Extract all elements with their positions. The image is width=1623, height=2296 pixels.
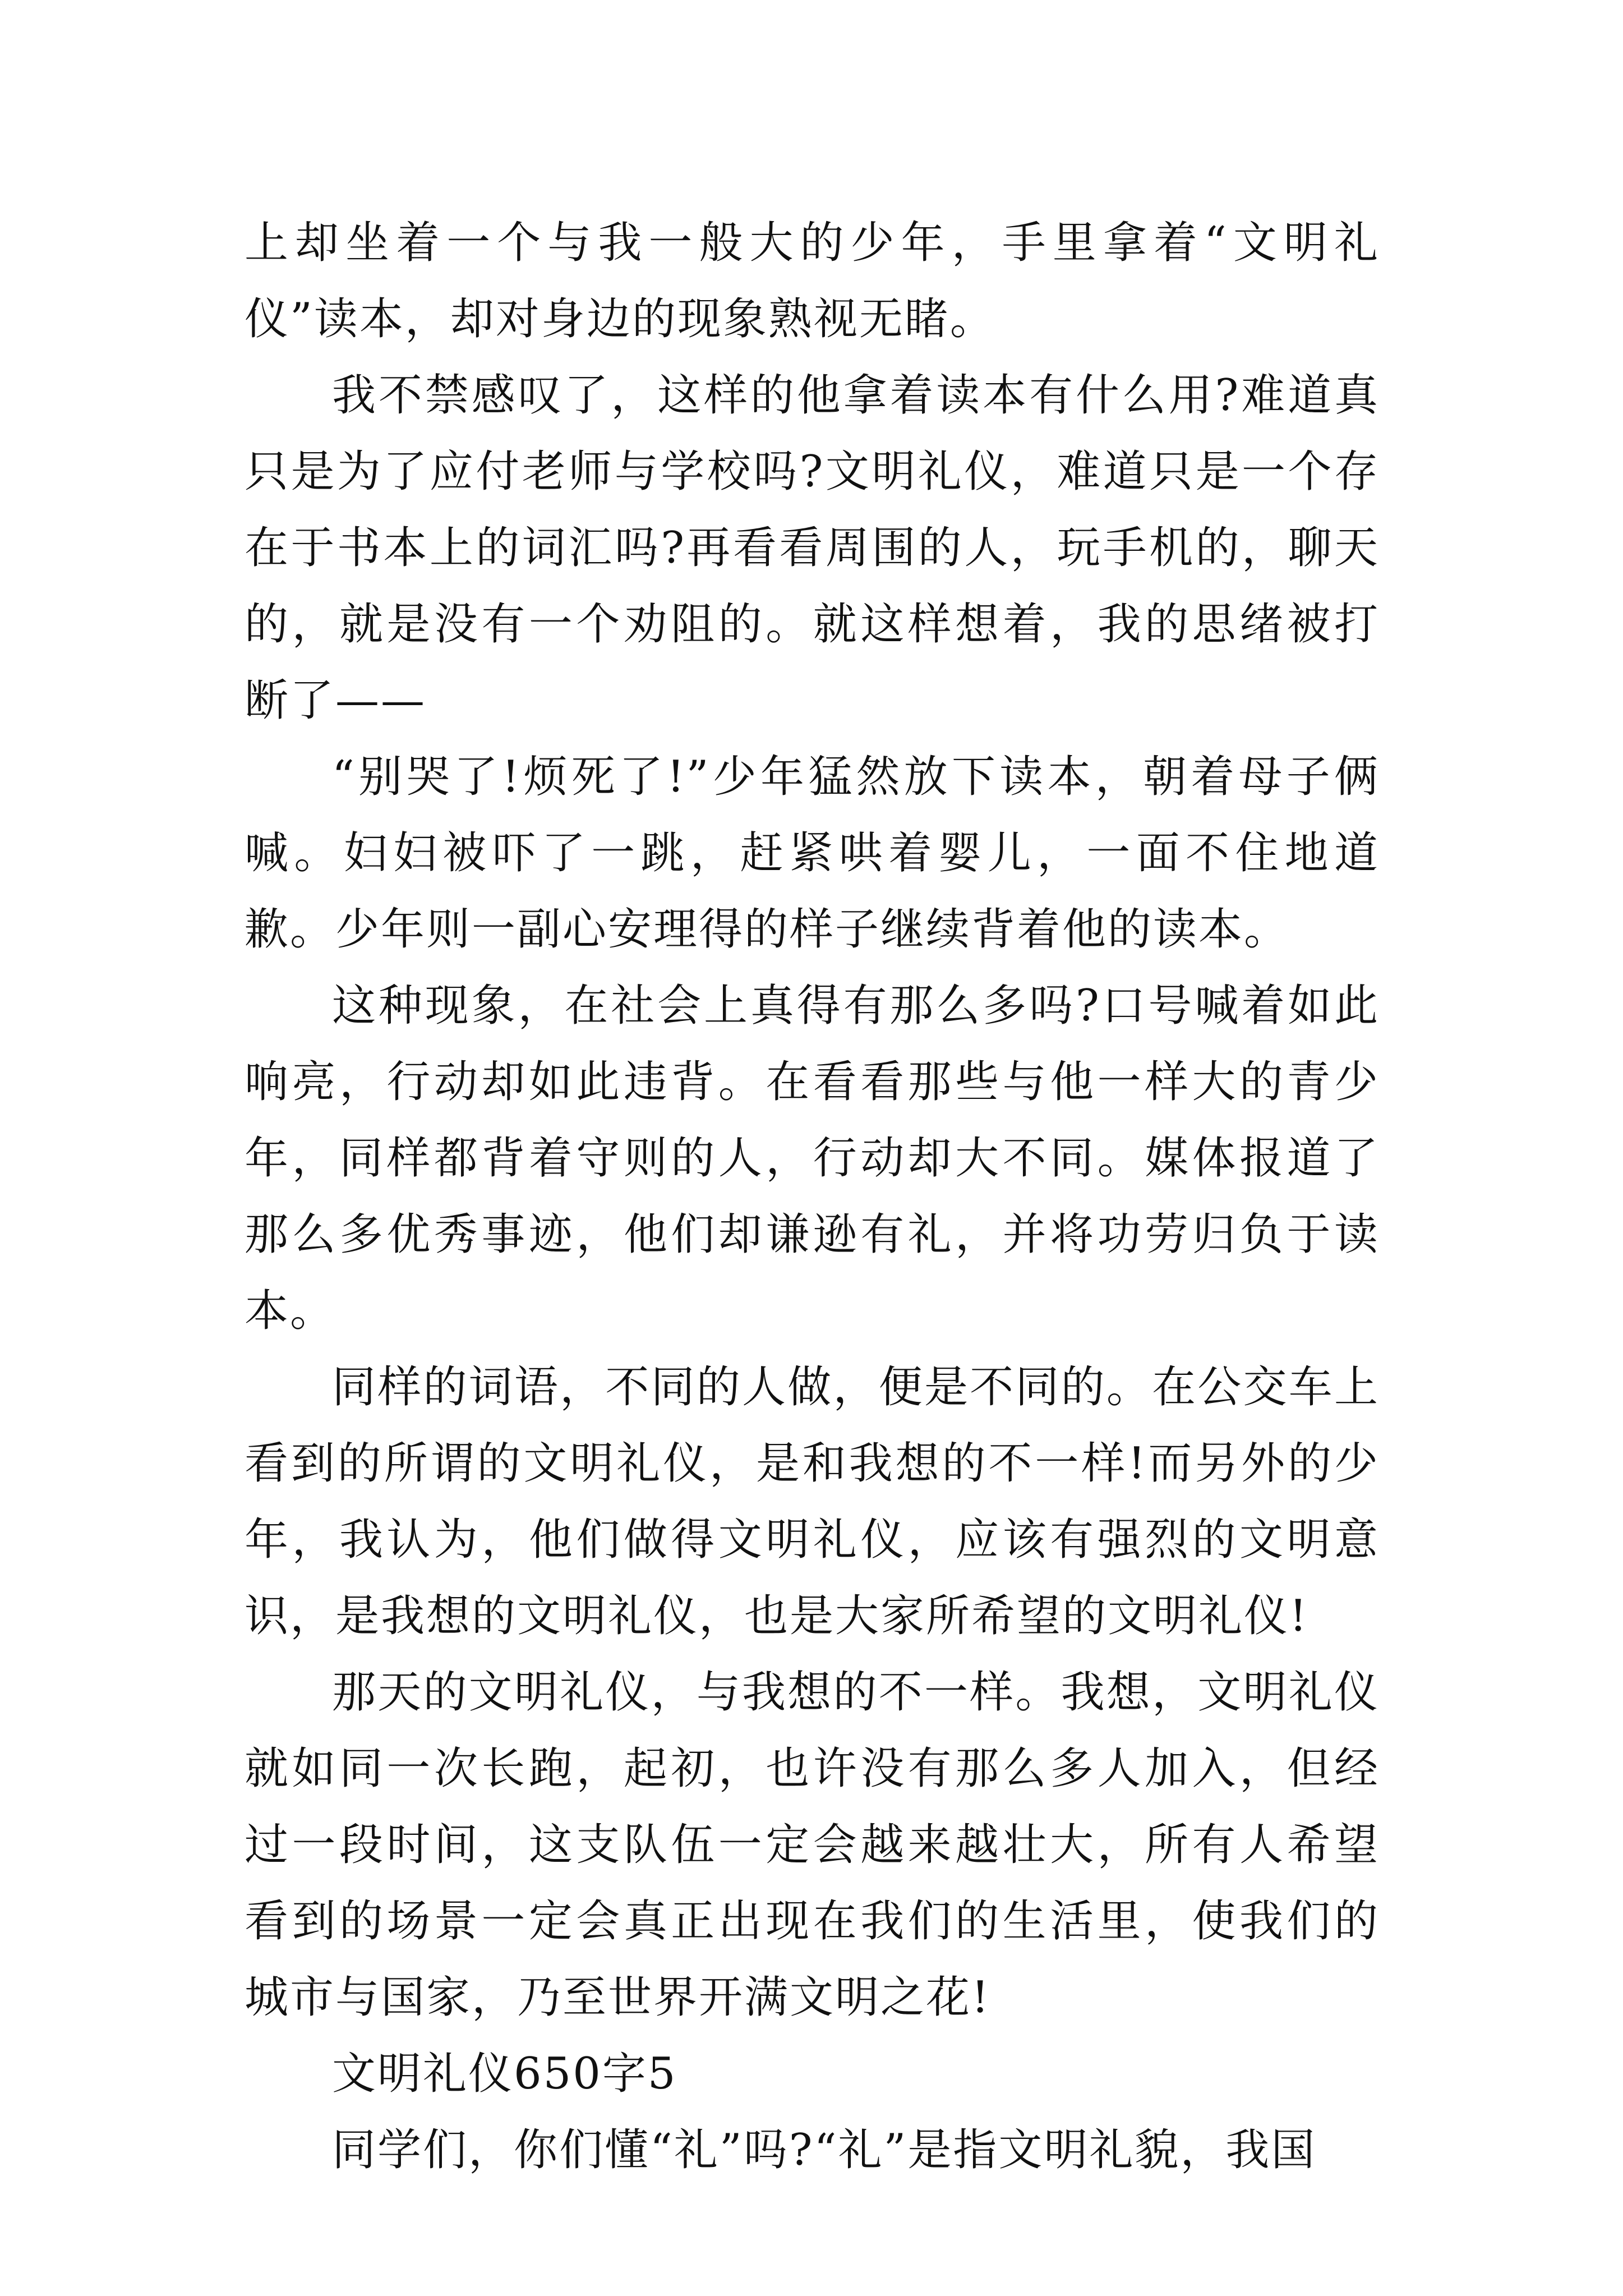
paragraph-1: 上却坐着一个与我一般大的少年，手里拿着“文明礼仪”读本，却对身边的现象熟视无睹。	[245, 218, 1380, 344]
section-heading: 文明礼仪650字5	[332, 2049, 677, 2099]
paragraph-6: 那天的文明礼仪，与我想的不一样。我想，文明礼仪就如同一次长跑，起初，也许没有那么多人加入，但经过一段时间，这支队伍一定会越来越壮大，所有人希望看到的场景一定会真正出现在我们的生活里，使我们的城市与国家，乃至世界开满文明之花!	[245, 1667, 1380, 2023]
paragraph-2: 我不禁感叹了，这样的他拿着读本有什么用?难道真只是为了应付老师与学校吗?文明礼仪，难道只是一个存在于书本上的词汇吗?再看看周围的人，玩手机的，聊天的，就是没有一个劝阻的。就这样想着，我的思绪被打断了——	[245, 370, 1380, 726]
paragraph-4: 这种现象，在社会上真得有那么多吗?口号喊着如此响亮，行动却如此违背。在看看那些与他一样大的青少年，同样都背着守则的人，行动却大不同。媒体报道了那么多优秀事迹，他们却谦逊有礼，并将功劳归负于读本。	[245, 981, 1380, 1336]
body-text	[245, 205, 1380, 2188]
paragraph-7: 同学们，你们懂“礼”吗?“礼”是指文明礼貌，我国	[332, 2125, 1317, 2175]
paragraph-3: “别哭了!烦死了!”少年猛然放下读本，朝着母子俩喊。妇妇被吓了一跳，赶紧哄着婴儿，一面不住地道歉。少年则一副心安理得的样子继续背着他的读本。	[245, 752, 1380, 955]
paragraph-5: 同样的词语，不同的人做，便是不同的。在公交车上看到的所谓的文明礼仪，是和我想的不一样!而另外的少年，我认为，他们做得文明礼仪，应该有强烈的文明意识，是我想的文明礼仪，也是大家所希望的文明礼仪!	[245, 1362, 1380, 1641]
